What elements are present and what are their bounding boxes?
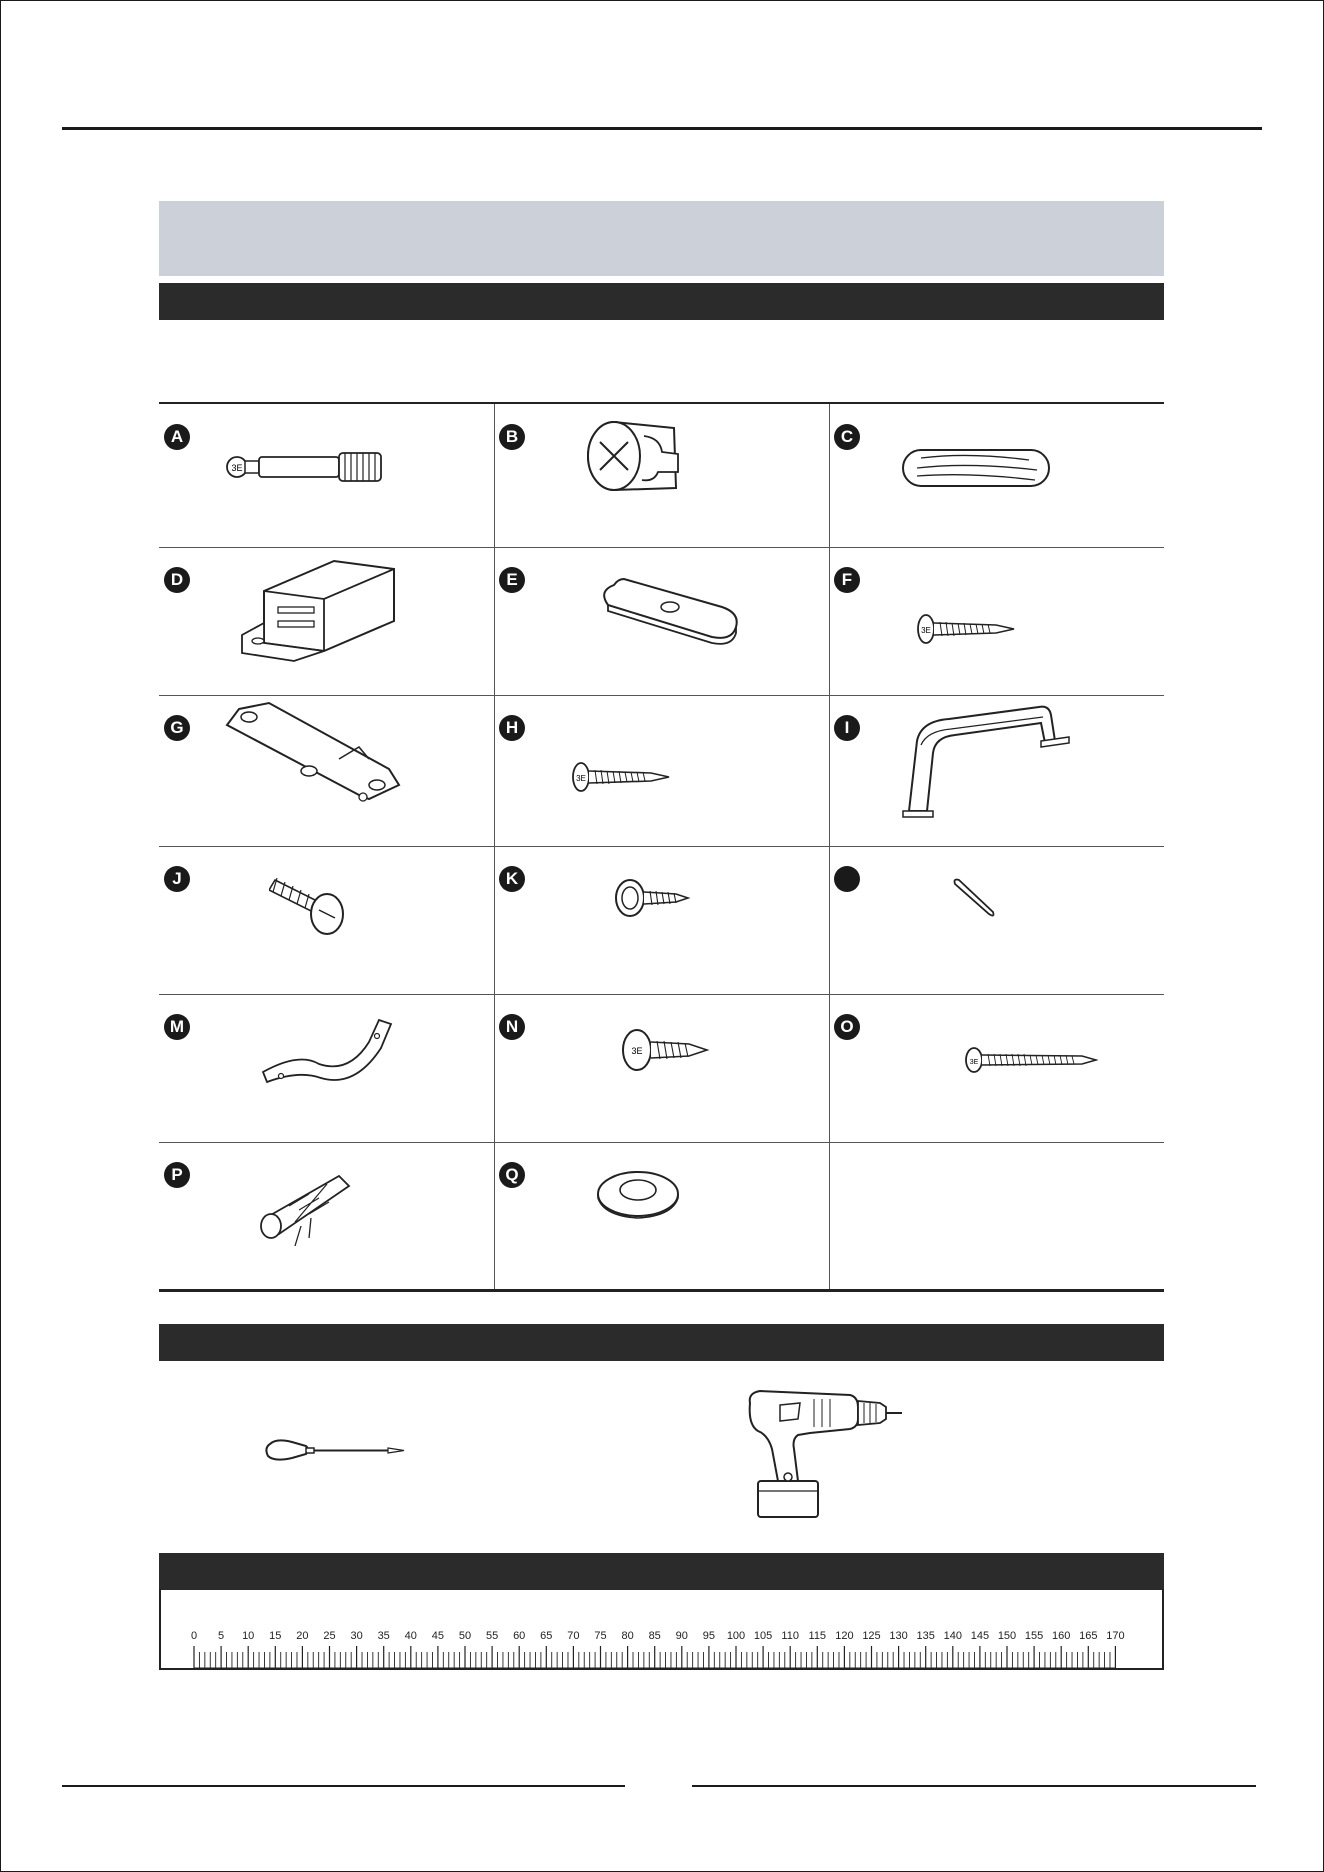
ruler-label: 165	[1079, 1630, 1098, 1642]
catch-plate-icon	[594, 565, 744, 655]
ruler-label: 95	[702, 1630, 716, 1642]
screw-icon	[569, 755, 675, 799]
svg-text:3E: 3E	[921, 626, 931, 635]
bracket-plate-icon	[219, 699, 404, 803]
footer-rule-left	[62, 1785, 625, 1787]
part-badge: M	[164, 1014, 190, 1040]
part-badge: E	[499, 567, 525, 593]
handle-bolt-icon	[269, 866, 349, 936]
svg-text:3E: 3E	[969, 1059, 979, 1066]
part-badge: B	[499, 424, 525, 450]
ruler-label: 135	[916, 1630, 935, 1642]
ruler-label: 155	[1024, 1630, 1044, 1642]
part-badge	[834, 866, 860, 892]
part-badge: O	[834, 1014, 860, 1040]
ruler-label: 145	[970, 1630, 990, 1642]
ruler-label: 60	[513, 1630, 526, 1642]
ruler-label: 45	[431, 1630, 445, 1642]
title-band	[159, 201, 1164, 276]
part-cell	[829, 404, 1164, 552]
part-cell	[494, 1142, 829, 1290]
ruler-label: 40	[404, 1630, 417, 1642]
magnetic-catch-icon	[234, 551, 409, 666]
ruler-label: 20	[296, 1630, 309, 1642]
ruler-label: 115	[808, 1630, 827, 1642]
part-badge: Q	[499, 1162, 525, 1188]
part-cell	[494, 846, 829, 994]
ruler-label: 130	[889, 1630, 908, 1642]
part-badge: G	[164, 715, 190, 741]
ruler-label: 0	[190, 1630, 198, 1642]
handle-icon	[899, 701, 1074, 821]
part-badge: N	[499, 1014, 525, 1040]
ruler-label: 100	[726, 1630, 746, 1642]
ruler-label: 85	[648, 1630, 661, 1642]
pin-icon	[949, 876, 999, 924]
part-badge: K	[499, 866, 525, 892]
part-badge: F	[834, 567, 860, 593]
ruler-label: 150	[997, 1630, 1017, 1642]
part-cell	[829, 994, 1164, 1142]
wall-strap-icon	[259, 1012, 394, 1087]
washer-head-screw-icon	[614, 876, 694, 920]
cam-bolt-icon	[219, 439, 389, 495]
screw-icon	[914, 607, 1020, 651]
ruler-section-bar	[159, 1553, 1164, 1590]
ruler-label: 90	[675, 1630, 688, 1642]
header-rule	[62, 127, 1262, 130]
ruler-label: 10	[242, 1630, 255, 1642]
part-cell	[159, 994, 494, 1142]
svg-text:3E: 3E	[631, 1046, 643, 1056]
ruler-label: 25	[323, 1630, 336, 1642]
ruler-label: 160	[1052, 1630, 1071, 1642]
hardware-section-bar	[159, 283, 1164, 320]
part-cell	[159, 846, 494, 994]
part-cell	[829, 695, 1164, 843]
part-cell	[829, 547, 1164, 695]
ruler-label: 65	[540, 1630, 553, 1642]
ruler-label: 30	[350, 1630, 363, 1642]
part-badge: D	[164, 567, 190, 593]
part-cell	[829, 846, 1164, 994]
svg-text:3E: 3E	[576, 774, 586, 783]
ruler-label: 170	[1106, 1630, 1125, 1642]
part-cell	[494, 404, 829, 552]
wall-anchor-icon	[249, 1166, 353, 1250]
ruler-label: 15	[269, 1630, 282, 1642]
pan-head-screw-icon	[619, 1024, 713, 1080]
tools-section-bar	[159, 1324, 1164, 1361]
ruler-label: 110	[781, 1630, 799, 1642]
measurement-ruler	[159, 1589, 1164, 1670]
part-cell	[159, 695, 494, 843]
part-badge: P	[164, 1162, 190, 1188]
ruler-label: 80	[621, 1630, 634, 1642]
ruler-label: 50	[458, 1630, 472, 1642]
ruler-label: 140	[943, 1630, 962, 1642]
ruler-label: 55	[485, 1630, 499, 1642]
svg-text:3E: 3E	[231, 463, 243, 473]
ruler-label: 75	[594, 1630, 607, 1642]
power-drill-icon	[740, 1385, 910, 1525]
part-cell	[494, 695, 829, 843]
ruler-label: 70	[567, 1630, 580, 1642]
wood-dowel-icon	[899, 442, 1055, 492]
part-cell	[494, 994, 829, 1142]
part-cell	[159, 547, 494, 695]
part-cell	[494, 547, 829, 695]
part-cell	[159, 404, 494, 552]
washer-icon	[594, 1168, 684, 1220]
ruler-label: 120	[835, 1630, 854, 1642]
footer-rule-right	[692, 1785, 1256, 1787]
ruler-label: 125	[862, 1630, 881, 1642]
part-badge: J	[164, 866, 190, 892]
screwdriver-icon	[262, 1430, 412, 1470]
cam-lock-icon	[584, 416, 684, 496]
ruler-label: 35	[377, 1630, 390, 1642]
ruler-label: 5	[218, 1630, 225, 1642]
part-badge: A	[164, 424, 190, 450]
ruler-label: 105	[753, 1630, 773, 1642]
hardware-grid	[159, 402, 1164, 1292]
part-badge: C	[834, 424, 860, 450]
part-badge: I	[834, 715, 860, 741]
part-cell	[159, 1142, 494, 1290]
part-badge: H	[499, 715, 525, 741]
long-screw-icon	[964, 1044, 1098, 1076]
